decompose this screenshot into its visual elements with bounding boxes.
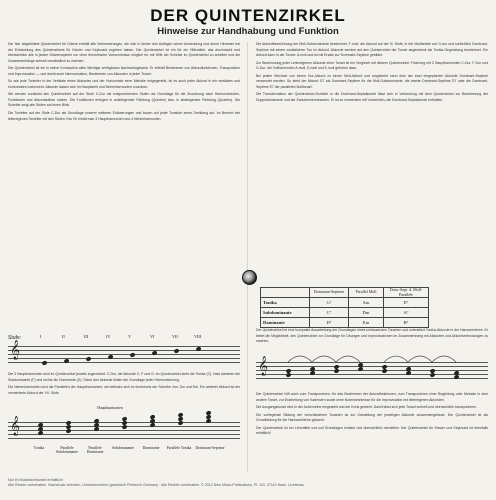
function-label: Tonika: [33, 446, 45, 450]
scale-label: Stufe:: [8, 335, 22, 341]
dial-rivet-icon: [242, 270, 257, 285]
roman-numeral: VII: [172, 334, 178, 339]
function-label: Parallele Subdominante: [56, 446, 78, 454]
table-cell: E⁷: [384, 298, 429, 308]
footer: [8, 478, 488, 489]
function-label: Dominant-Septime: [195, 446, 225, 450]
left-paragraph: Die 3 Hauptharmonien sind im Quintenzirkel jeweils zugeordnet: C-Dur, die Akkorde C, F und G. Im Quintenzirkel steht die Tonika (C), links daneben die Subdominante (F) und rechts die Dominante (G). Diese drei Akkorde bilden die Grundlage jeder Harmonisierung.: [8, 372, 240, 382]
table-cell: Dm: [349, 308, 384, 318]
table-row: [261, 318, 429, 328]
table-cell: D⁷: [310, 318, 349, 328]
right-paragraph: Der Quintenzirkel ist eine kompakte Ausarbeitung der Grundlagen eines umfassenden Tonarten und unterstützt Tonika-Akkorde in der Harmonielehre. Er bietet die Möglichkeit, den Quintenzirkel zur Grundlage für Übungen und Improvisationen im Zusammenhang mit Akkorden und Akkordverbindungen zu machen.: [256, 328, 488, 344]
table-cell: Em: [349, 318, 384, 328]
right-column: [256, 42, 488, 105]
table-row-label: Tonika: [261, 298, 310, 308]
table-row: [261, 298, 429, 308]
left-paragraph: Die Nebenharmonien sind die Parallelen der Hauptharmonien; sie befinden sich im Innenkreis der Scheibe: Am, Dm und Em. Ein weiterer Akkord ist der verminderte Akkord der VII. Stufe.: [8, 385, 240, 395]
table-cell: A⁷: [384, 308, 429, 318]
treble-clef-icon: 𝄞: [10, 340, 21, 360]
column-divider: [247, 42, 248, 472]
roman-numeral: V: [128, 334, 132, 339]
right-paragraph: Zur Bestimmung jeder Leitereigenen Akkorde einer Tonart ist ein Vergleich mit diesem Quintenzirkel: Fixierung mit 3 Hauptharmonien C-Dur, F-Dur und G-Dur; die Vollharmonien A-moll, D-moll und E-moll gehören dazu.: [256, 60, 488, 71]
transposition-arcs: [256, 350, 488, 364]
table-cell: C⁷: [310, 308, 349, 318]
right-paragraph: Bei jedem Wechsel von einem Dur-Akkord zu einem Moll-Akkord und umgekehrt kann eine der zwei eingeplanten Akkorde Dominant-Septime verwendet werden. So steht der Akkord G7 als Dominant-Septime für die Moll-Subdominante, die zweite Dominant-Septime D7 oder die Dominant-Septime E7 der parallelen Molltonart.: [256, 73, 488, 89]
right-column-bottom: [256, 392, 488, 439]
left-paragraph: So wie jede Tonleiter in der Vertikale eines Akkordes und der Horizontale einer Melodie entgegentritt, ist es auch jeder Akkord in ein vertikales und horizontales Instrument. Akkorde lassen sich im Hauptwerk und Nebenharmonien zuordnen.: [8, 79, 240, 89]
table-row: [261, 308, 429, 318]
roman-numeral: VI: [150, 334, 155, 339]
right-paragraph: Der Quintenzirkel hilft auch zum Transponieren, für das Bestimmen der Akkordfunktionen, zum Transponieren einer Begleitung oder Melodie in eine andere Tonart, zur Erarbeitung von Kadenzen sowie ohne Notenkenntnisse für die Improvisation mit leitereigenen Akkorden.: [256, 392, 488, 402]
function-table: [260, 287, 429, 328]
table-cell: Am: [349, 298, 384, 308]
function-staff: [8, 416, 240, 442]
page-subtitle: Hinweise zur Handhabung und Funktion: [157, 26, 339, 37]
footer-line: Alle Rechte vorbehalten. Nachdruck verboten. Urheberrechtlich geschützt! Printed in Germany · Alle Rechte vorbehalten. © 2012 New Music Publications, Pf. 110, 37110 Hann. Lichtenau: [8, 483, 304, 488]
left-paragraph: Der hier abgebildete Quintenzirkel für Gitarre enthält alle Verbesserungen, die sich in bisher drei Auflagen seiner Anwendung und durch Hinweise bei der Entwicklung des Quintenzirkels für Klavier und Keyboard ergeben haben. Der Quintenzirkel ist ein für ein Hilfsmittel, das durchdacht und übersichtlich alle in jedem Gitarrenspieler nur ohne theoretische Vorkenntnisse möglich ist, mit Hilfe der Scheibe im Quintenzirkel zu arbeiten und die Zusammenhänge schnell verständlich zu machen.: [8, 42, 240, 63]
right-paragraph: Der Quintenzirkel ist ein Lehrmittel und soll Grundlagen einfach und übersichtlich vermitteln. Der Quintenzirkel für Klavier und Keyboard ist ebenfalls erhältlich!: [256, 425, 488, 436]
table-cell: B⁷: [384, 318, 429, 328]
treble-clef-icon: 𝄞: [10, 416, 21, 436]
right-paragraph: Die vorliegende Bildung der verschiedenen Tonarten ist zur Darstellung der jeweiligen Akkorde zusammengefasst. Der Quintenzirkel ist als Grundbildung für die Harmonielehre gedacht.: [256, 412, 488, 423]
left-paragraph: Der Quintenzirkel ist ein in seiner Konzeption alles Wichtige verfügbares Nachschlagewerk. Er enthält Bestimmen von Akkordfunktionen, Transposition und Improvisation — und damit auch Harmonisation, Bestimmen von Akkorden in jeder Tonart.: [8, 66, 240, 76]
function-label: Parallele Dominante: [86, 446, 104, 454]
function-label: Dominante: [142, 446, 160, 450]
function-label: Subdominante: [112, 446, 134, 450]
roman-numeral: VIII: [194, 334, 202, 339]
function-label: Parallele Tonika: [166, 446, 192, 450]
table-header-row: [261, 288, 429, 298]
page-title: DER QUINTENZIRKEL: [150, 6, 346, 25]
right-paragraph: Die Akkordbezeichnung der Moll-Subdominante bezeichnet: F-moll, der Akkord auf der III. Stufe, in der Mollfamilie von G-dur und schließlich Dominant-Septime mit einem zusätzlichen Ton im Akkord. Akkorde werden auf den Quintenzirkel der Tonart abgestimmt als Tonika-Gegenklang bezeichnet. Ein Akkord kann in der Tonart: A-moll und ist mit Ersatz zur Dominant-Septime gebildet.: [256, 42, 488, 58]
roman-numeral: IV: [106, 334, 111, 339]
left-column: [8, 42, 240, 124]
roman-numeral: III: [84, 334, 89, 339]
treble-clef-icon: 𝄞: [258, 356, 269, 376]
left-column-lower: [8, 372, 240, 398]
table-row-label: Dominante: [261, 318, 310, 328]
table-header: Dominant-Septime: [310, 288, 349, 298]
table-header: Parallel Moll: [349, 288, 384, 298]
right-paragraph: Die Transformation der Quintenzirkel-Scheibe in die Dominant-Septakkorde lässt sich in Verbindung mit dem Quintenzirkel zur Bestimmung der Doppeldominante und der Zwischendominanten. Er ist zu verwenden mit Vorzeichen, die Dominant-Septakkorde enthalten.: [256, 92, 488, 102]
left-paragraph: Die Tonleiter auf der Stufe C-Dur als Grundlage unserer weiteren Erläuterungen und bauen auf jeder Tonstufe einen Dreiklang auf. Im Bereich der leitereigenen Tonleiter mit den Stufen I bis VII erhält man 3 Hauptharmonien und 4 Nebenharmonien.: [8, 111, 240, 121]
footer-line: Nur im Musikfachhandel erhältlich!: [8, 478, 63, 482]
right-paragraph: Die Ausgangstonart wird in der Außenreihe eingestellt und der Kreis gedreht. Damit lässt sich jede Tonart schnell und übersichtlich transponieren.: [256, 405, 478, 410]
left-paragraph: Wir werden zunächst den Quintenzirkel auf der Stufe C-Dur mit entsprechenden Stufen als Grundlage für die Zuordnung nach Harmoniestufen, Funktionen und Akkordaufbau nutzen. Die Funktionen erfolgen in aufsteigender Richtung (Quinten) bzw. in absteigender Richtung (Quarten). Die Scheibe zeigt alle Stufen auf einen Blick.: [8, 92, 240, 108]
table-header: Dom.-Sept. d. Moll-Parallele: [384, 288, 429, 298]
table-row-label: Subdominante: [261, 308, 310, 318]
right-column-lower: [256, 328, 488, 347]
function-header: Hauptharmonien: [97, 406, 123, 410]
table-header: [261, 288, 310, 298]
table-cell: G⁷: [310, 298, 349, 308]
roman-numeral: I: [40, 334, 42, 339]
roman-numeral: II: [62, 334, 65, 339]
